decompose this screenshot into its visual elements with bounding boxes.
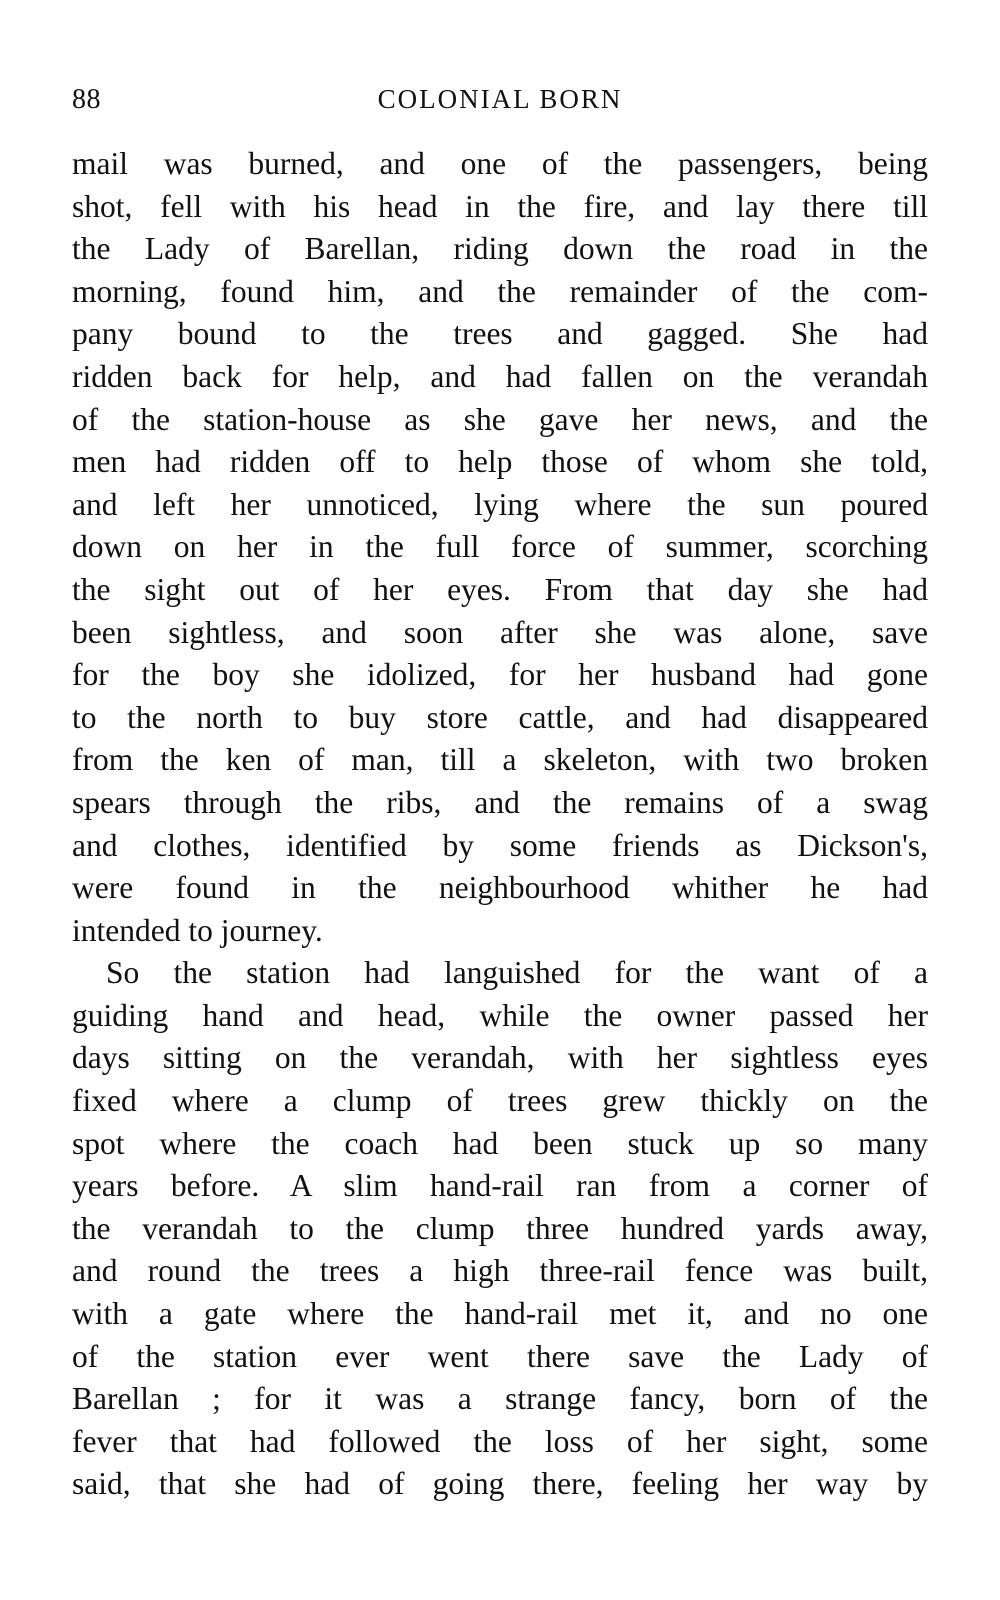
paragraph xyxy=(72,143,928,952)
text-line: down on her in the full force of summer, scorching xyxy=(72,529,928,565)
text-line: and round the trees a high three-rail fence was built, xyxy=(72,1253,928,1289)
body-text xyxy=(72,143,928,1506)
text-line: the sight out of her eyes. From that day she had xyxy=(72,571,928,607)
text-line: So the station had languished for the want of a xyxy=(106,955,928,991)
text-line: spot where the coach had been stuck up so many xyxy=(72,1125,928,1161)
text-line: of the station ever went there save the Lady of xyxy=(72,1338,928,1374)
text-line: pany bound to the trees and gagged. She had xyxy=(72,316,928,352)
text-line: morning, found him, and the remainder of the com- xyxy=(72,273,928,309)
paragraph xyxy=(72,952,928,1506)
text-line: intended to journey. xyxy=(72,912,323,948)
text-line: the Lady of Barellan, riding down the road in the xyxy=(72,231,928,267)
text-line: and left her unnoticed, lying where the sun poured xyxy=(72,486,928,522)
text-line: for the boy she idolized, for her husband had gone xyxy=(72,657,928,693)
text-line: guiding hand and head, while the owner passed her xyxy=(72,997,928,1033)
running-title: COLONIAL BORN xyxy=(377,84,623,114)
text-line: fever that had followed the loss of her sight, some xyxy=(72,1423,928,1459)
text-line: said, that she had of going there, feeling her way by xyxy=(72,1466,928,1502)
text-line: been sightless, and soon after she was alone, save xyxy=(72,614,928,650)
text-line: from the ken of man, till a skeleton, with two broken xyxy=(72,742,928,778)
text-line: the verandah to the clump three hundred yards away, xyxy=(72,1210,928,1246)
page-number: 88 xyxy=(72,84,101,115)
text-line: men had ridden off to help those of whom she told, xyxy=(72,444,928,480)
text-line: fixed where a clump of trees grew thickly on the xyxy=(72,1083,928,1119)
text-line: of the station-house as she gave her news, and the xyxy=(72,401,928,437)
text-line: shot, fell with his head in the fire, and lay there till xyxy=(72,188,928,224)
text-line: spears through the ribs, and the remains of a swag xyxy=(72,784,928,820)
text-line: and clothes, identified by some friends as Dickson's, xyxy=(72,827,928,863)
text-line: were found in the neighbourhood whither he had xyxy=(72,870,928,906)
page-header xyxy=(72,84,928,124)
text-line: days sitting on the verandah, with her sightless eyes xyxy=(72,1040,928,1076)
text-line: years before. A slim hand-rail ran from a corner of xyxy=(72,1168,928,1204)
text-line: mail was burned, and one of the passengers, being xyxy=(72,146,928,181)
text-line: ridden back for help, and had fallen on the verandah xyxy=(72,358,928,394)
text-line: Barellan ; for it was a strange fancy, born of the xyxy=(72,1381,928,1417)
text-line: to the north to buy store cattle, and had disappeared xyxy=(72,699,928,735)
text-line: with a gate where the hand-rail met it, and no one xyxy=(72,1296,928,1332)
